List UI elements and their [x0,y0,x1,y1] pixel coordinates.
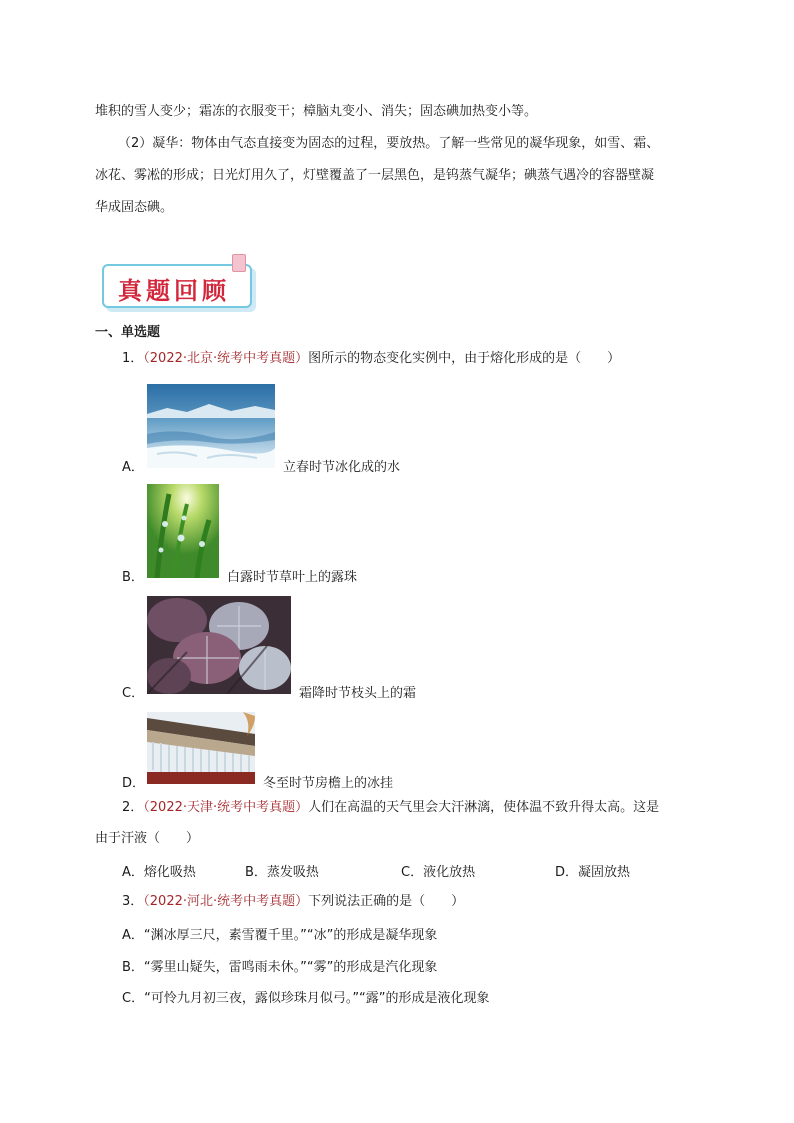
banner-title: 真题回顾 [118,276,230,305]
intro-line-2: （2）凝华：物体由气态直接变为固态的过程，要放热。了解一些常见的凝华现象，如雪、霜、 [118,136,660,151]
question-number: 3． [122,894,144,909]
option-label: A． [122,865,144,880]
option-label: D． [555,865,579,880]
dew-on-grass-image [147,484,219,578]
question-2-stem-cont: 由于汗液（ ） [95,831,200,846]
question-source: （2022·河北·统考中考真题） [143,894,309,909]
question-text: 人们在高温的天气里会大汗淋漓，使体温不致升得太高。这是 [308,800,660,815]
frost-on-leaves-picture [147,596,291,694]
intro-line-3: 冰花、雾凇的形成；日光灯用久了，灯壁覆盖了一层黑色，是钨蒸气凝华；碘蒸气遇冷的容器壁凝 [95,168,655,183]
option-b-label: B． [122,570,144,585]
option-label: B． [122,960,144,975]
paper-clip-icon [232,254,246,272]
frost-on-leaves-image [147,596,291,694]
q2-option-c [401,861,475,880]
q3-option-a [122,924,437,943]
ice-snow-landscape-image [147,384,275,468]
question-1-stem [122,349,620,369]
section-title: 一、单选题 [95,325,161,340]
icicles-on-eaves-picture [147,712,255,784]
option-text: 凝固放热 [578,865,631,880]
intro-line-4: 华成固态碘。 [95,200,174,215]
option-text: 熔化吸热 [143,865,196,880]
option-text: 蒸发吸热 [266,865,319,880]
option-label: A． [122,928,144,943]
option-label: C． [401,865,424,880]
question-source: （2022·天津·统考中考真题） [143,800,309,815]
question-2-stem [122,798,659,818]
option-text: “可怜九月初三夜，露似珍珠月似弓。”“露”的形成是液化现象 [144,991,490,1006]
q2-option-d [555,861,630,880]
question-3-stem [122,892,464,912]
intro-line-1: 堆积的雪人变少；霜冻的衣服变干；樟脑丸变小、消失；固态碘加热变小等。 [95,104,538,119]
option-a-text: 立春时节冰化成的水 [283,460,401,475]
option-label: B． [245,865,267,880]
option-c-label: C． [122,686,145,701]
option-c-text: 霜降时节枝头上的霜 [299,686,417,701]
q3-option-b [122,956,437,975]
question-source: （2022·北京·统考中考真题） [143,351,309,366]
q2-option-b [245,861,319,880]
question-number: 1． [122,351,144,366]
option-text: “渊冰厚三尺，素雪覆千里。”“冰”的形成是凝华现象 [143,928,438,943]
q2-option-a [122,861,196,880]
option-d-label: D． [122,776,146,791]
ice-snow-landscape-picture [147,384,275,468]
option-a-label: A． [122,460,144,475]
section-banner [100,258,256,308]
question-text: 图所示的物态变化实例中，由于熔化形成的是（ ） [308,351,621,366]
q3-option-c [122,987,490,1006]
option-label: C． [122,991,145,1006]
question-text: 下列说法正确的是（ ） [308,894,465,909]
icicles-on-eaves-image [147,712,255,784]
question-number: 2． [122,800,144,815]
option-d-text: 冬至时节房檐上的冰挂 [263,776,394,791]
option-text: “雾里山疑失，雷鸣雨未休。”“雾”的形成是汽化现象 [143,960,438,975]
option-text: 液化放热 [423,865,476,880]
option-b-text: 白露时节草叶上的露珠 [227,570,358,585]
dew-on-grass-picture [147,484,219,578]
